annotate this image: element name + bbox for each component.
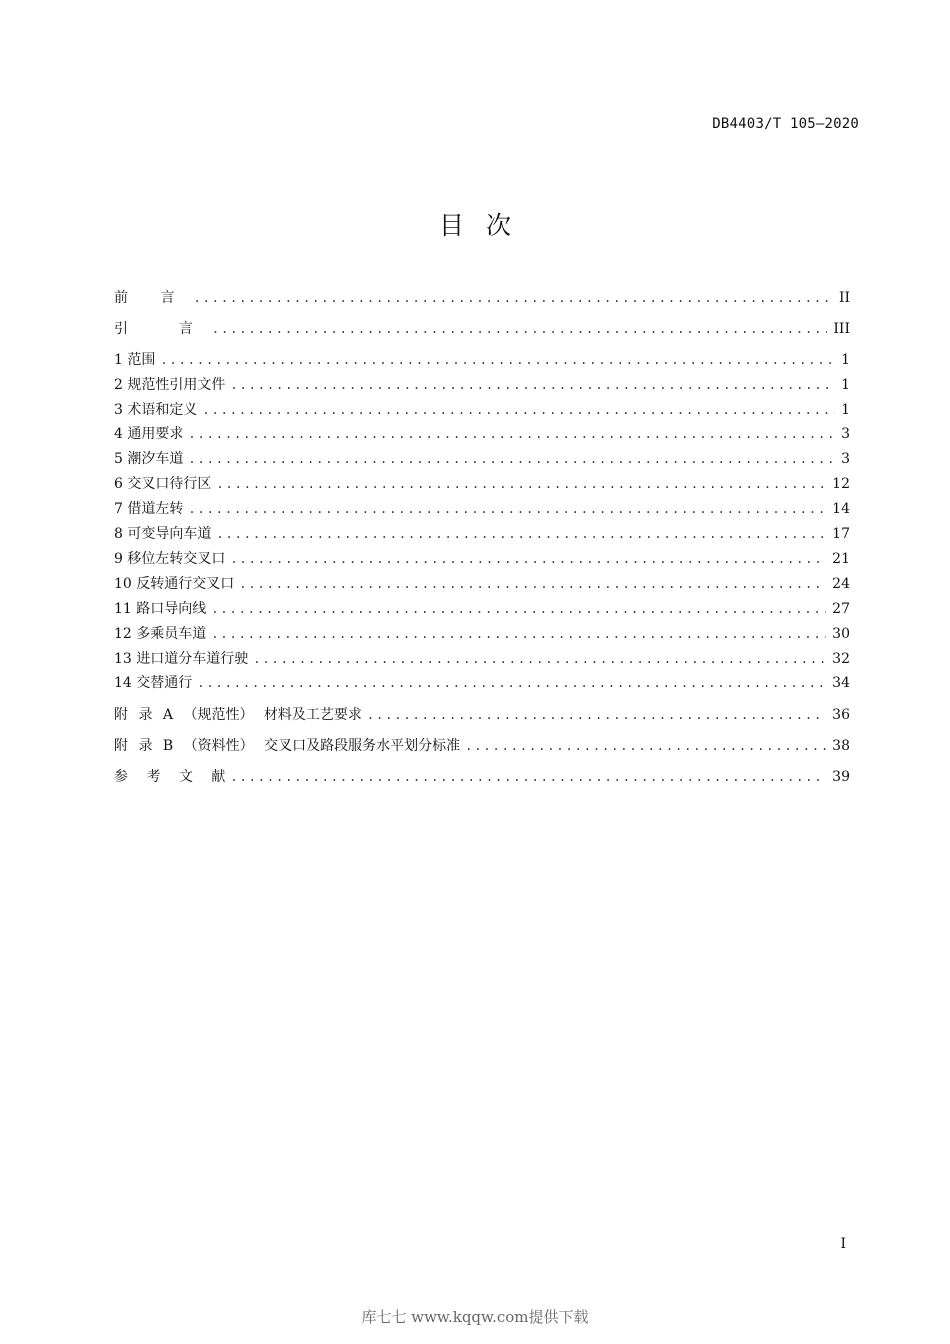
toc-entry-displaced-left-turn[interactable] xyxy=(114,547,850,571)
toc-leader-dots xyxy=(253,647,826,671)
toc-page-number: 1 xyxy=(841,352,850,368)
toc-label: 1 范围 xyxy=(114,352,156,368)
toc-label: 参 考 文 献 xyxy=(114,769,226,785)
toc-page-number: 17 xyxy=(832,526,850,542)
toc-leader-dots xyxy=(160,348,835,372)
toc-leader-dots xyxy=(230,373,835,397)
toc-page-number: 3 xyxy=(841,426,850,442)
toc-label: 5 潮汐车道 xyxy=(114,451,184,467)
toc-entry-hov-lane[interactable] xyxy=(114,622,850,646)
toc-page-number: II xyxy=(838,290,850,306)
toc-label: 7 借道左转 xyxy=(114,501,184,517)
toc-leader-dots xyxy=(239,572,826,596)
toc-leader-dots xyxy=(216,522,826,546)
toc-leader-dots xyxy=(188,422,835,446)
toc-entry-guide-line[interactable] xyxy=(114,597,850,621)
toc-page-number: 27 xyxy=(832,601,850,617)
toc-leader-dots xyxy=(188,497,826,521)
toc-label: 10 反转通行交叉口 xyxy=(114,576,235,592)
toc-entry-bibliography[interactable] xyxy=(114,765,850,789)
toc-leader-dots xyxy=(188,447,835,471)
toc-leader-dots xyxy=(211,622,826,646)
toc-entry-introduction[interactable] xyxy=(114,317,850,341)
toc-label: 8 可变导向车道 xyxy=(114,526,212,542)
toc-entry-scope[interactable] xyxy=(114,348,850,372)
toc-entry-borrowed-left-turn[interactable] xyxy=(114,497,850,521)
toc-label: 9 移位左转交叉口 xyxy=(114,551,226,567)
toc-leader-dots xyxy=(367,703,826,727)
toc-label: 3 术语和定义 xyxy=(114,402,198,418)
toc-page-number: 24 xyxy=(832,576,850,592)
toc-entry-reversed-intersection[interactable] xyxy=(114,572,850,596)
toc-page-number: III xyxy=(833,321,850,337)
toc-leader-dots xyxy=(216,472,826,496)
toc-page-number: 38 xyxy=(832,738,850,754)
toc-page-number: 12 xyxy=(832,476,850,492)
toc-page-number: 39 xyxy=(832,769,850,785)
toc-label: 2 规范性引用文件 xyxy=(114,377,226,393)
toc-page-number: 32 xyxy=(832,651,850,667)
toc-leader-dots xyxy=(197,671,826,695)
toc-leader-dots xyxy=(230,765,826,789)
toc-label: 13 进口道分车道行驶 xyxy=(114,651,249,667)
toc-label: 引 言 xyxy=(114,321,207,337)
toc-page-number: 34 xyxy=(832,675,850,691)
toc-label: 附 录 A （规范性） 材料及工艺要求 xyxy=(114,707,362,723)
toc-label: 12 多乘员车道 xyxy=(114,626,207,642)
toc-entry-general-requirements[interactable] xyxy=(114,422,850,446)
toc-page-number: 14 xyxy=(832,501,850,517)
toc-entry-foreword[interactable] xyxy=(114,286,850,310)
toc-label: 4 通用要求 xyxy=(114,426,184,442)
toc-page-number: 3 xyxy=(841,451,850,467)
footer-watermark: 库七七 www.kqqw.com提供下载 xyxy=(361,1308,589,1326)
toc-page-number: 1 xyxy=(841,377,850,393)
toc-entry-appendix-a[interactable] xyxy=(114,703,850,727)
toc-page-number: 21 xyxy=(832,551,850,567)
toc-entry-normative-references[interactable] xyxy=(114,373,850,397)
toc-entry-variable-lane[interactable] xyxy=(114,522,850,546)
toc-label: 11 路口导向线 xyxy=(114,601,207,617)
page-title: 目次 xyxy=(438,211,533,240)
toc-leader-dots xyxy=(230,547,826,571)
toc-leader-dots xyxy=(211,597,826,621)
toc-page-number: 1 xyxy=(841,402,850,418)
toc-entry-waiting-area[interactable] xyxy=(114,472,850,496)
toc-label: 14 交替通行 xyxy=(114,675,193,691)
page-number: I xyxy=(840,1236,846,1252)
toc-label: 6 交叉口待行区 xyxy=(114,476,212,492)
toc-label: 前 言 xyxy=(114,290,189,306)
toc-leader-dots xyxy=(193,286,832,310)
toc-entry-terms-definitions[interactable] xyxy=(114,398,850,422)
toc-entry-tidal-lane[interactable] xyxy=(114,447,850,471)
toc-leader-dots xyxy=(465,734,826,758)
toc-page-number: 30 xyxy=(832,626,850,642)
toc-entry-appendix-b[interactable] xyxy=(114,734,850,758)
toc-label: 附 录 B （资料性） 交叉口及路段服务水平划分标准 xyxy=(114,738,461,754)
toc-leader-dots xyxy=(202,398,835,422)
toc-page-number: 36 xyxy=(832,707,850,723)
toc-entry-approach-lanes[interactable] xyxy=(114,647,850,671)
document-code: DB4403/T 105—2020 xyxy=(712,116,859,132)
toc-leader-dots xyxy=(212,317,828,341)
toc-entry-alternating-traffic[interactable] xyxy=(114,671,850,695)
